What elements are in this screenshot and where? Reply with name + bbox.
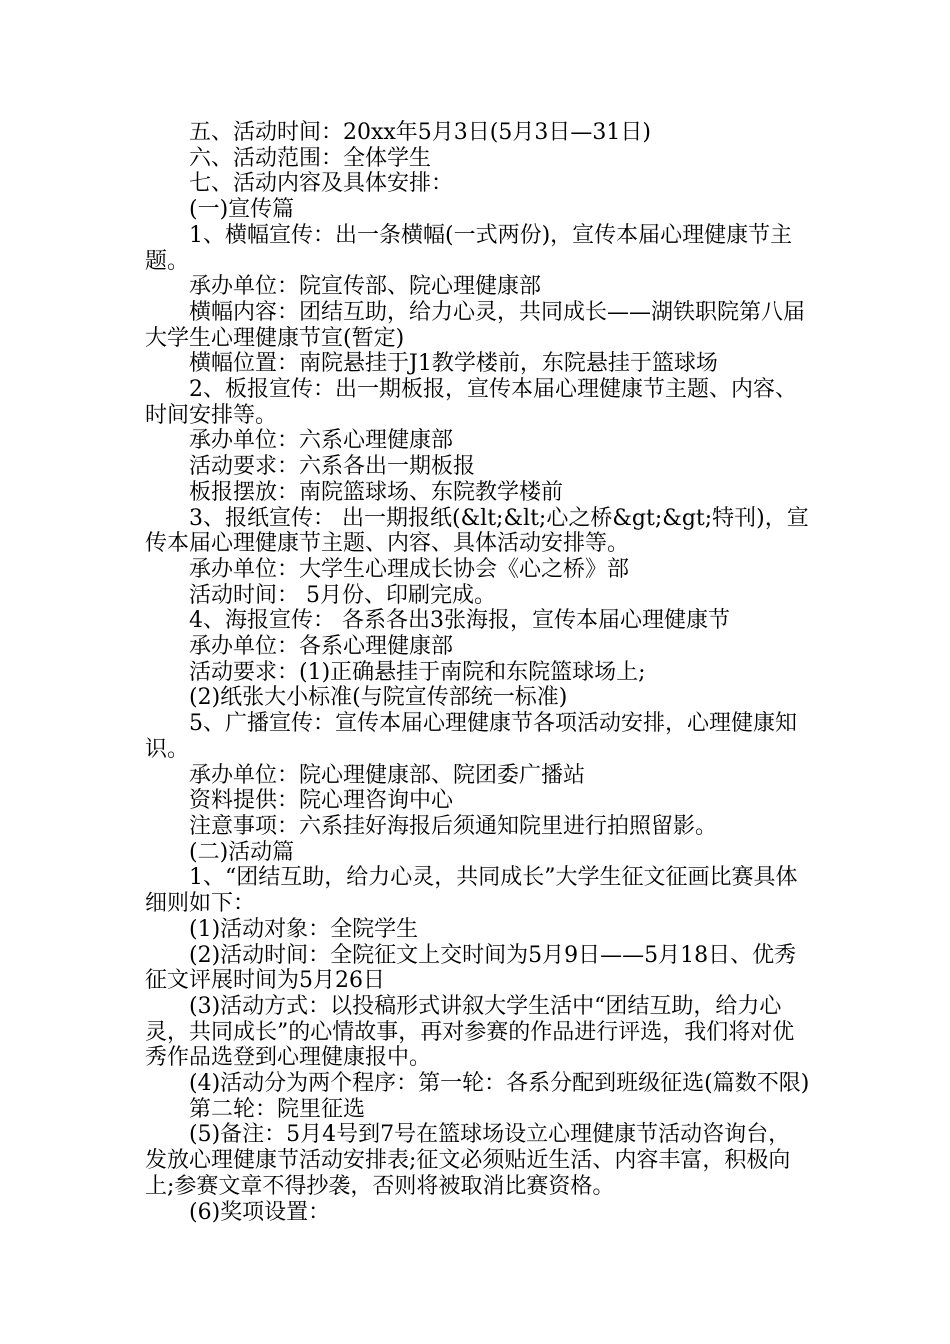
broadcast-materials: 资料提供：院心理咨询中心 — [189, 788, 454, 814]
poster-requirement-1: 活动要求：(1)正确悬挂于南院和东院篮球场上; — [189, 659, 646, 685]
essay-contest-intro: 1、“团结互助，给力心灵，共同成长”大学生征文征画比赛具体细则如下： — [145, 865, 798, 917]
section-six-activity-scope: 六、活动范围：全体学生 — [189, 145, 432, 171]
broadcast-notes: 注意事项：六系挂好海报后须通知院里进行拍照留影。 — [189, 813, 718, 839]
newspaper-organizer: 承办单位：大学生心理成长协会《心之桥》部 — [189, 556, 630, 582]
banner-organizer: 承办单位：院宣传部、院心理健康部 — [189, 274, 542, 300]
essay-contest-procedure: (4)活动分为两个程序：第一轮：各系分配到班级征选(篇数不限) — [189, 1071, 810, 1097]
poster-requirement-2: (2)纸张大小标准(与院宣传部统一标准) — [189, 685, 568, 711]
essay-contest-awards: (6)奖项设置： — [189, 1199, 331, 1225]
essay-contest-time: (2)活动时间：全院征文上交时间为5月9日——5月18日、优秀征文评展时间为5月26日 — [145, 942, 797, 994]
blackboard-placement: 板报摆放：南院篮球场、东院教学楼前 — [189, 479, 564, 505]
blackboard-organizer: 承办单位：六系心理健康部 — [189, 428, 454, 454]
broadcast-organizer: 承办单位：院心理健康部、院团委广播站 — [189, 762, 586, 788]
newspaper-time: 活动时间： 5月份、印刷完成。 — [189, 582, 496, 608]
section-seven-heading: 七、活动内容及具体安排： — [189, 171, 454, 197]
section-five-activity-time: 五、活动时间：20xx年5月3日(5月3日—31日) — [189, 120, 651, 145]
blackboard-requirement: 活动要求：六系各出一期板报 — [189, 454, 476, 480]
subsection-activities-heading: (二)活动篇 — [189, 839, 295, 865]
poster-publicity: 4、海报宣传： 各系各出3张海报，宣传本届心理健康节 — [189, 608, 730, 634]
poster-organizer: 承办单位：各系心理健康部 — [189, 634, 454, 660]
banner-location: 横幅位置：南院悬挂于J1教学楼前，东院悬挂于篮球场 — [189, 351, 718, 377]
document-body — [145, 120, 810, 1225]
essay-contest-method: (3)活动方式：以投稿形式讲叙大学生活中“团结互助，给力心灵，共同成长”的心情故事，再对参赛的作品进行评选，我们将对优秀作品选登到心理健康报中。 — [145, 993, 795, 1071]
essay-contest-participants: (1)活动对象：全院学生 — [189, 916, 419, 942]
essay-contest-notes: (5)备注：5月4号到7号在篮球场设立心理健康节活动咨询台，发放心理健康节活动安排表;征文必须贴近生活、内容丰富，积极向上;参赛文章不得抄袭，否则将被取消比赛资格。 — [145, 1122, 791, 1199]
newspaper-publicity: 3、报纸宣传： 出一期报纸(&lt;&lt;心之桥&gt;&gt;特刊)，宣传本届心理健康节主题、内容、具体活动安排等。 — [145, 505, 809, 557]
banner-publicity: 1、横幅宣传：出一条横幅(一式两份)，宣传本届心理健康节主题。 — [145, 222, 793, 274]
blackboard-publicity: 2、板报宣传：出一期板报，宣传本届心理健康节主题、内容、时间安排等。 — [145, 377, 797, 428]
banner-content: 横幅内容：团结互助，给力心灵，共同成长——湖铁职院第八届大学生心理健康节宣(暂定) — [145, 299, 806, 351]
subsection-publicity-heading: (一)宣传篇 — [189, 197, 295, 223]
broadcast-publicity: 5、广播宣传：宣传本届心理健康节各项活动安排，心理健康知识。 — [145, 711, 797, 762]
essay-contest-round-two: 第二轮：院里征选 — [189, 1096, 366, 1122]
